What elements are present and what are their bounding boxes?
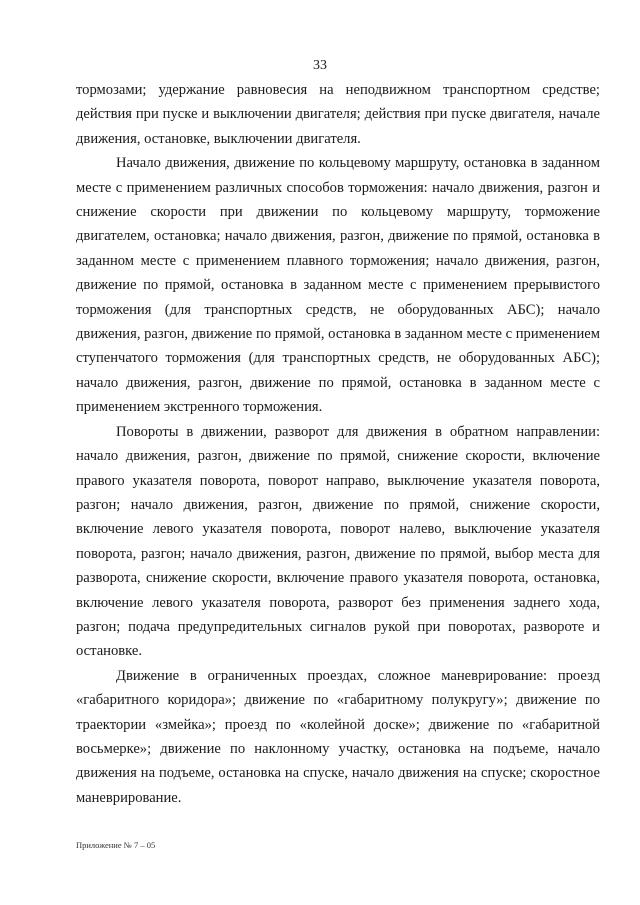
paragraph-2: Начало движения, движение по кольцевому маршруту, остановка в заданном месте с применением различных способов торможения: начало движения, разгон и снижение скорости при движении по кольцевому маршруту, торможение двигателем, остановка; начало движения, разгон, движение по прямой, остановка в заданном месте с применением плавного торможения; начало движения, разгон, движение по прямой, остановка в заданном месте с применением прерывистого торможения (для транспортных средств, не оборудованных АБС); начало движения, разгон, движение по прямой, остановка в заданном месте с применением ступенчатого торможения (для транспортных средств, не оборудованных АБС); начало движения, разгон, движение по прямой, остановка в заданном месте с применением экстренного торможения. bbox=[76, 155, 600, 416]
document-body bbox=[76, 78, 600, 810]
paragraph-4: Движение в ограниченных проездах, сложное маневрирование: проезд «габаритного коридора»; движение по «габаритному полукругу»; движение по траектории «змейка»; проезд по «колейной доске»; движение по «габаритной восьмерке»; движение по наклонному участку, остановка на подъеме, начало движения на подъеме, остановка на спуске, начало движения на спуске; скоростное маневрирование. bbox=[76, 667, 600, 806]
page-footer: Приложение № 7 – 05 bbox=[76, 840, 156, 850]
page-number: 33 bbox=[313, 58, 327, 73]
paragraph-1: тормозами; удержание равновесия на неподвижном транспортном средстве; действия при пуске и выключении двигателя; действия при пуске двигателя, начале движения, остановке, выключении двигателя. bbox=[76, 82, 600, 147]
paragraph-3: Повороты в движении, разворот для движения в обратном направлении: начало движения, разгон, движение по прямой, снижение скорости, включение правого указателя поворота, поворот направо, выключение указателя поворота, разгон; начало движения, разгон, движение по прямой, снижение скорости, включение левого указателя поворота, поворот налево, выключение указателя поворота, разгон; начало движения, разгон, движение по прямой, выбор места для разворота, снижение скорости, включение правого указателя поворота, остановка, включение левого указателя поворота, разворот без применения заднего хода, разгон; подача предупредительных сигналов рукой при поворотах, развороте и остановке. bbox=[76, 423, 600, 660]
